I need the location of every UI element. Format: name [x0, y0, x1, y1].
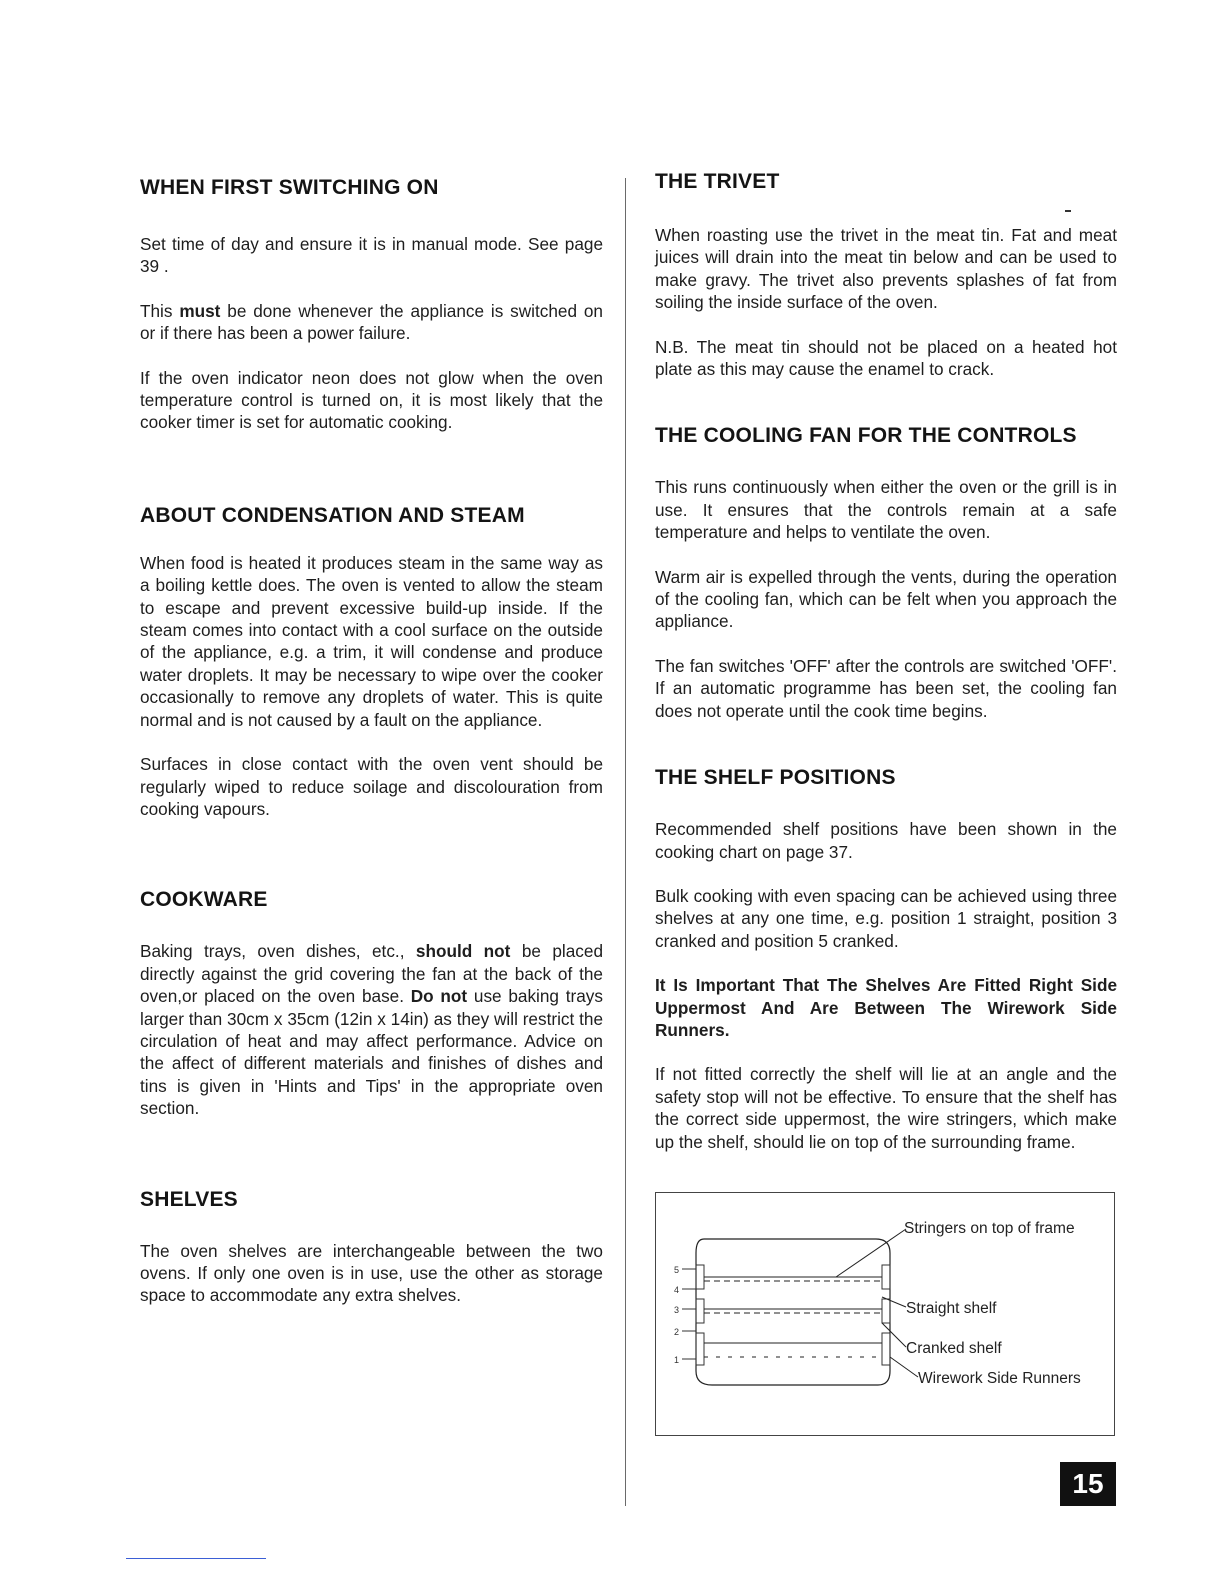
paragraph [140, 940, 603, 1119]
paragraph: When food is heated it produces steam in the same way as a boiling kettle does. The oven is vented to allow the steam to escape and prevent excessive build-up inside. If the steam comes into contact with a cool surface on the outside of the appliance, e.g. a trim, it will condense and produce water droplets. It may be necessary to wipe over the cooker occasionally to remove any droplets of water. This is quite normal and is not caused by a fault on the appliance. [140, 552, 603, 730]
shelf-diagram-graphic [656, 1193, 1114, 1435]
diagram-labels [904, 1220, 1081, 1387]
position-numbers [674, 1265, 679, 1365]
paragraph [140, 300, 603, 345]
leader-stringers [836, 1229, 906, 1277]
text-run: This [140, 300, 180, 321]
paragraph: When roasting use the trivet in the meat tin. Fat and meat juices will drain into the meat tin below and can be used to make gravy. The trivet also prevents splashes of fat from soiling the inside surface of the oven. [655, 225, 1117, 313]
paragraph: This runs continuously when either the oven or the grill is in use. It ensures that the controls remain at a safe temperature and helps to ventilate the oven. [655, 477, 1117, 543]
label-straight-shelf: Straight shelf [906, 1300, 997, 1317]
text-run: use baking trays larger than 30cm x 35cm (12in x 14in) as they will restrict the circulation of heat and may affect performance. Advice on the affect of different materials and finishes of dishes and tins is given in 'Hints and Tips' in the appropriate oven section. [140, 986, 603, 1119]
label-cranked-shelf: Cranked shelf [906, 1340, 1002, 1357]
label-stringers: Stringers on top of frame [904, 1220, 1075, 1237]
paragraph: If not fitted correctly the shelf will lie at an angle and the safety stop will not be effective. To ensure that the shelf has the correct side uppermost, the wire stringers, which make up the shelf, should lie on top of the surrounding frame. [655, 1064, 1117, 1152]
position-1-label: 1 [674, 1355, 680, 1365]
paragraph: The fan switches 'OFF' after the controls are switched 'OFF'. If an automatic programme has been set, the cooling fan does not operate until the cook time begins. [655, 655, 1117, 721]
leader-straight [882, 1297, 906, 1307]
paragraph: Recommended shelf positions have been shown in the cooking chart on page 37. [655, 819, 1117, 862]
position-2-label: 2 [674, 1327, 680, 1337]
leader-cranked [882, 1323, 906, 1347]
left-column [140, 176, 603, 1307]
paragraph: Bulk cooking with even spacing can be achieved using three shelves at any one time, e.g. position 1 straight, position 3 cranked and position 5 cranked. [655, 885, 1117, 951]
heading-cooling-fan: THE COOLING FAN FOR THE CONTROLS [655, 424, 1077, 448]
footer-rule [126, 1558, 266, 1559]
heading-cookware: COOKWARE [140, 888, 268, 912]
heading-shelves: SHELVES [140, 1187, 238, 1211]
runner-right-middle [882, 1299, 890, 1323]
runner-right-upper [882, 1265, 890, 1289]
runner-left-middle [696, 1299, 704, 1323]
important-note: It Is Important That The Shelves Are Fitted Right Side Uppermost And Are Between The Wirework Side Runners. [655, 975, 1117, 1040]
text-run: be done whenever the appliance is switched on or if there has been a power failure. [140, 300, 603, 344]
leader-runners [890, 1357, 918, 1377]
text-run: Baking trays, oven dishes, etc., [140, 941, 416, 962]
side-runners [696, 1265, 890, 1365]
paragraph: If the oven indicator neon does not glow when the oven temperature control is turned on, it is most likely that the cooker timer is set for automatic cooking. [140, 367, 603, 433]
page-number: 15 [1060, 1462, 1116, 1506]
shelves [704, 1277, 882, 1357]
heading-first-switching-on: WHEN FIRST SWITCHING ON [140, 176, 439, 199]
column-divider [625, 178, 626, 1506]
position-ticks [682, 1269, 696, 1359]
position-5-label: 5 [674, 1265, 680, 1275]
heading-trivet: THE TRIVET [655, 170, 780, 193]
emphasis: must [179, 300, 221, 321]
paragraph: N.B. The meat tin should not be placed on a heated hot plate as this may cause the enamel to crack. [655, 336, 1117, 380]
label-wirework-runners: Wirework Side Runners [918, 1370, 1081, 1387]
emphasis: should not [415, 941, 511, 962]
position-4-label: 4 [674, 1285, 680, 1295]
position-3-label: 3 [674, 1305, 680, 1315]
paragraph: Surfaces in close contact with the oven vent should be regularly wiped to reduce soilage and discolouration from cooking vapours. [140, 754, 603, 819]
runner-right-lower [882, 1333, 890, 1365]
heading-condensation: ABOUT CONDENSATION AND STEAM [140, 503, 525, 527]
paragraph: Set time of day and ensure it is in manual mode. See page 39 . [140, 234, 603, 277]
right-column [655, 170, 1117, 1153]
oven-cavity-outline [696, 1239, 890, 1385]
paragraph: The oven shelves are interchangeable between the two ovens. If only one oven is in use, use the other as storage space to accommodate any extra shelves. [140, 1240, 603, 1306]
heading-shelf-positions: THE SHELF POSITIONS [655, 766, 896, 790]
emphasis: Do not [410, 986, 468, 1007]
text-run: be placed directly against the grid covering the fan at the back of the oven,or placed on the oven base. [140, 941, 604, 1007]
shelf-diagram [655, 1192, 1115, 1436]
runner-left-lower [696, 1333, 704, 1365]
paragraph: Warm air is expelled through the vents, during the operation of the cooling fan, which can be felt when you approach the appliance. [655, 566, 1117, 632]
runner-left-upper [696, 1265, 704, 1289]
